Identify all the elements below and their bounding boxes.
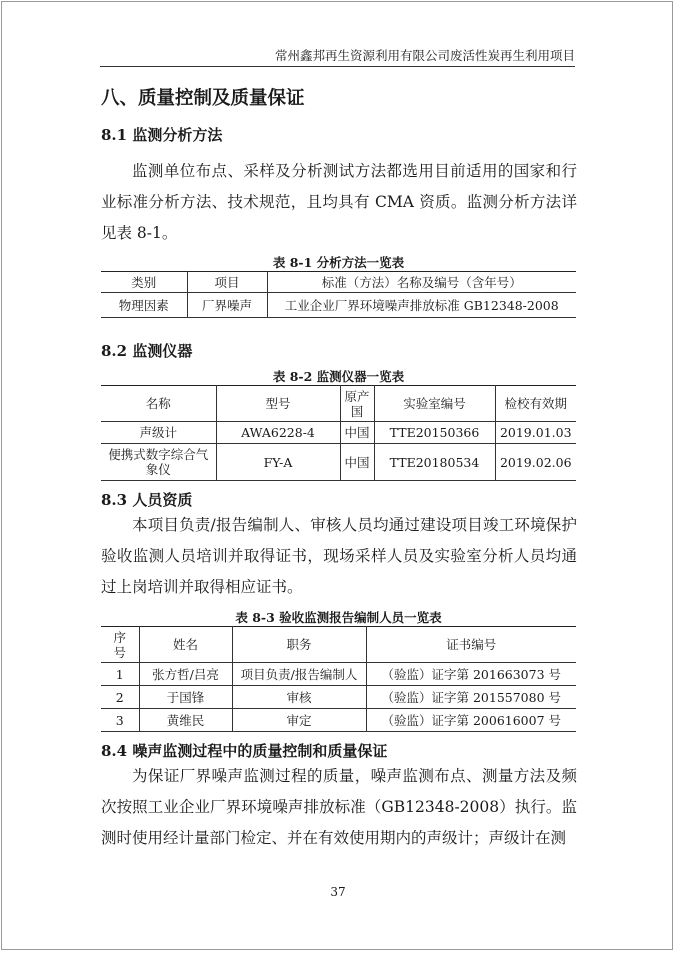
table-row: [101, 663, 576, 686]
table-row: [101, 686, 576, 709]
header-rule: [100, 66, 575, 67]
heading-8-2: 8.2 监测仪器: [101, 342, 193, 360]
table-row: [101, 444, 576, 481]
header-cell: 项目: [187, 272, 267, 293]
header-cell: 证书编号: [366, 627, 576, 663]
header-cell: 类别: [101, 272, 187, 293]
header-cell: 原产国: [340, 386, 374, 422]
table-cell: 中国: [340, 444, 374, 481]
table-row: [101, 709, 576, 732]
table-cell: 审核: [232, 686, 366, 709]
paragraph-8-1-text: 监测单位布点、采样及分析测试方法都选用目前适用的国家和行业标准分析方法、技术规范，且均具有 CMA 资质。监测分析方法详见表 8-1。: [101, 162, 577, 243]
table-cell: 黄维民: [139, 709, 232, 732]
header-cell: 检校有效期: [495, 386, 576, 422]
table-cell: 项目负责/报告编制人: [232, 663, 366, 686]
table-cell: 中国: [340, 422, 374, 444]
table-row: [101, 293, 576, 318]
table-cell: （验监）证字第 200616007 号: [366, 709, 576, 732]
table-cell: 3: [101, 709, 139, 732]
paragraph-8-4-text: 为保证厂界噪声监测过程的质量，噪声监测布点、测量方法及频次按照工业企业厂界环境噪声排放标准（GB12348-2008）执行。监测时使用经计量部门检定、并在有效使用期内的声级计；声级计在测: [101, 767, 577, 848]
header-cell: 序号: [101, 627, 139, 663]
header-cell: 职务: [232, 627, 366, 663]
table-8-3: [101, 626, 576, 732]
table-row: [101, 422, 576, 444]
heading-8-1: 8.1 监测分析方法: [101, 126, 223, 144]
table-header-row: [101, 272, 576, 293]
table-cell: 1: [101, 663, 139, 686]
table-cell: 2019.02.06: [495, 444, 576, 481]
table-header-row: [101, 627, 576, 663]
table-cell: AWA6228-4: [216, 422, 340, 444]
table-cell: 厂界噪声: [187, 293, 267, 318]
table-cell: 物理因素: [101, 293, 187, 318]
heading-8-3: 8.3 人员资质: [101, 491, 193, 509]
table-cell: 张方哲/吕亮: [139, 663, 232, 686]
table-cell: 声级计: [101, 422, 216, 444]
table-8-1-caption: 表 8-1 分析方法一览表: [272, 255, 405, 270]
table-cell: TTE20150366: [374, 422, 495, 444]
table-cell: （验监）证字第 201663073 号: [366, 663, 576, 686]
page-number: 37: [330, 885, 346, 899]
table-cell: （验监）证字第 201557080 号: [366, 686, 576, 709]
table-cell: FY-A: [216, 444, 340, 481]
table-header-row: [101, 386, 576, 422]
table-8-3-caption: 表 8-3 验收监测报告编制人员一览表: [235, 610, 442, 625]
table-cell: 2019.01.03: [495, 422, 576, 444]
table-8-2-caption: 表 8-2 监测仪器一览表: [272, 369, 405, 384]
running-header: 常州鑫邦再生资源利用有限公司废活性炭再生利用项目: [274, 48, 575, 63]
section-title: 八、质量控制及质量保证: [101, 88, 305, 109]
heading-8-4: 8.4 噪声监测过程中的质量控制和质量保证: [101, 742, 388, 760]
table-cell: 2: [101, 686, 139, 709]
paragraph-8-1: [101, 156, 577, 250]
table-cell: TTE20180534: [374, 444, 495, 481]
table-cell: 便携式数字综合气象仪: [101, 444, 216, 481]
header-cell: 型号: [216, 386, 340, 422]
table-8-2: [101, 385, 576, 481]
paragraph-8-4: [101, 761, 577, 855]
header-cell: 名称: [101, 386, 216, 422]
header-cell: 实验室编号: [374, 386, 495, 422]
table-cell: 工业企业厂界环境噪声排放标准 GB12348-2008: [267, 293, 576, 318]
paragraph-8-3-text: 本项目负责/报告编制人、审核人员均通过建设项目竣工环境保护验收监测人员培训并取得证书，现场采样人员及实验室分析人员均通过上岗培训并取得相应证书。: [101, 516, 577, 597]
table-cell: 于国锋: [139, 686, 232, 709]
header-cell: 标准（方法）名称及编号（含年号）: [267, 272, 576, 293]
table-8-1: [101, 271, 576, 318]
paragraph-8-3: [101, 510, 577, 604]
header-cell: 姓名: [139, 627, 232, 663]
table-cell: 审定: [232, 709, 366, 732]
